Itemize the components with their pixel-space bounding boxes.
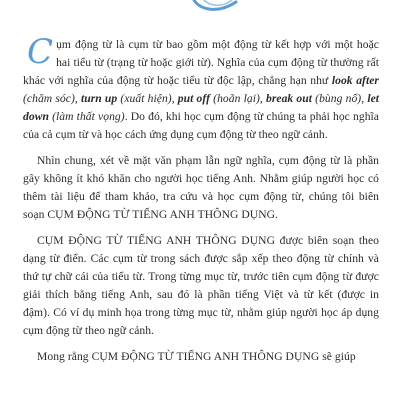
example-gloss: (làm thất vọng) <box>52 109 125 123</box>
example-verb: put off <box>177 91 211 105</box>
example-verb: look after <box>331 73 379 87</box>
example-verb: turn up <box>80 91 118 105</box>
example-gloss: (bùng nổ) <box>315 91 362 105</box>
decorative-swirl-icon <box>192 0 238 14</box>
example-gloss: (hoãn lại) <box>213 91 260 105</box>
example-gloss: (chăm sóc) <box>23 91 75 105</box>
document-body <box>23 32 380 366</box>
example-verb: break out <box>265 91 313 105</box>
paragraph-1-intro: ụm động từ là cụm từ bao gồm một động từ kết hợp với một hoặc hai tiểu từ (trạng từ hoặc giới từ). Nghĩa của cụm động từ thường rất khác với nghĩa của động từ hoặc tiểu từ độc lập, chẳng hạn như <box>23 38 379 87</box>
example-verb: let down <box>23 91 380 123</box>
drop-cap: C <box>27 32 54 72</box>
paragraph-2: Nhìn chung, xét về mặt văn phạm lẫn ngữ nghĩa, cụm động từ là phần gây không ít khó khăn cho người học tiếng Anh. Nhằm giúp người học có thêm tài liệu để tham khảo, tra cứu và học cụm động từ, chúng tôi biên soạn CỤM ĐỘNG TỪ TIẾNG ANH THÔNG DỤNG. <box>23 153 379 221</box>
paragraph-4: Mong rằng CỤM ĐỘNG TỪ TIẾNG ANH THÔNG DỤNG sẽ giúp <box>37 350 356 363</box>
paragraph-3: CỤM ĐỘNG TỪ TIẾNG ANH THÔNG DỤNG được biên soạn theo dạng từ điển. Các cụm từ trong sách được sắp xếp theo động từ chính và thứ tự chữ cái của tiểu từ. Trong từng mục từ, trước tiên cụm động từ được giải thích bằng tiếng Anh, sau đó là phần tiếng Việt và từ kết (được in đậm). Có ví dụ minh họa trong từng mục từ, nhằm giúp người học áp dụng cụm động từ theo ngữ cảnh. <box>23 234 379 337</box>
example-gloss: (xuất hiện) <box>120 91 172 105</box>
paragraph-1-outro: . Do đó, khi học cụm động từ chúng ta phải học nghĩa của cả cụm từ và học cách ứng dụng cụm động từ theo ngữ cảnh. <box>23 109 380 141</box>
paragraph-1: Cụm động từ là cụm từ bao gồm một động từ kết hợp với một hoặc hai tiểu từ (trạng từ hoặc giới từ). Nghĩa của cụm động từ thường rất khác với nghĩa của động từ hoặc tiểu từ độc lập, chẳng hạn như look after (chăm sóc), turn up (xuất hiện), put off (hoãn lại), break out (bùng nổ), let down (làm thất vọng). Do đó, khi học cụm động từ chúng ta phải học nghĩa của cả cụm từ và học cách ứng dụng cụm động từ theo ngữ cảnh. <box>23 32 380 141</box>
